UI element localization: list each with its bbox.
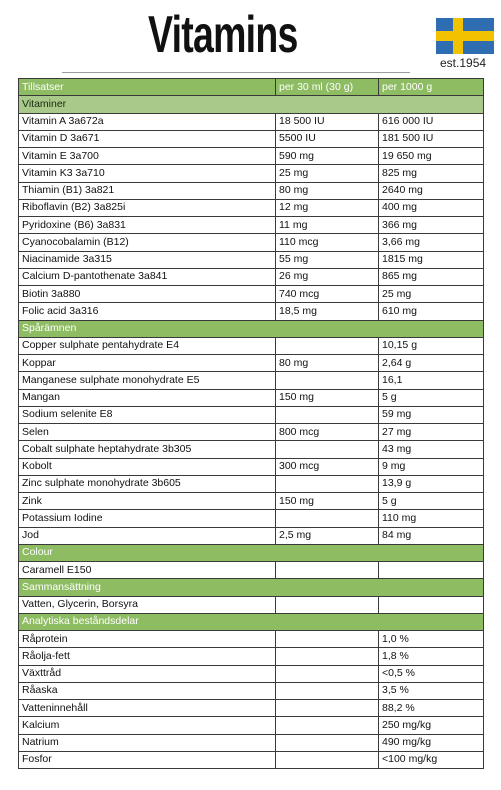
table-row: [19, 303, 484, 320]
cell-per-1000g: 5 g: [379, 493, 484, 510]
cell-ingredient: Vitamin D 3a671: [19, 130, 276, 147]
table-row: [19, 217, 484, 234]
cell-per-30ml: [276, 510, 379, 527]
cell-per-30ml: 150 mg: [276, 389, 379, 406]
cell-ingredient: Mangan: [19, 389, 276, 406]
section-header-row: [19, 320, 484, 337]
additives-table: [18, 78, 484, 769]
table-row: [19, 286, 484, 303]
cell-ingredient: Copper sulphate pentahydrate E4: [19, 337, 276, 354]
cell-per-1000g: 27 mg: [379, 424, 484, 441]
cell-per-1000g: 25 mg: [379, 286, 484, 303]
cell-per-1000g: 19 650 mg: [379, 148, 484, 165]
cell-ingredient: Thiamin (B1) 3a821: [19, 182, 276, 199]
cell-per-30ml: 740 mcg: [276, 286, 379, 303]
cell-per-1000g: 250 mg/kg: [379, 717, 484, 734]
column-header-additive: Tillsatser: [19, 79, 276, 96]
cell-ingredient: Råolja-fett: [19, 648, 276, 665]
cell-ingredient: Sodium selenite E8: [19, 406, 276, 423]
cell-per-30ml: 55 mg: [276, 251, 379, 268]
cell-per-30ml: [276, 734, 379, 751]
cell-ingredient: Niacinamide 3a315: [19, 251, 276, 268]
table-row: [19, 700, 484, 717]
cell-ingredient: Cobalt sulphate heptahydrate 3b305: [19, 441, 276, 458]
table-row: [19, 665, 484, 682]
table-row: [19, 337, 484, 354]
cell-per-30ml: 12 mg: [276, 199, 379, 216]
cell-per-30ml: [276, 372, 379, 389]
section-title: Vitaminer: [19, 96, 484, 113]
table-row: [19, 251, 484, 268]
table-row: [19, 372, 484, 389]
cell-ingredient: Cyanocobalamin (B12): [19, 234, 276, 251]
cell-per-30ml: 2,5 mg: [276, 527, 379, 544]
table-row: [19, 113, 484, 130]
cell-ingredient: Koppar: [19, 355, 276, 372]
cell-per-30ml: 590 mg: [276, 148, 379, 165]
cell-per-1000g: 616 000 IU: [379, 113, 484, 130]
cell-per-30ml: [276, 596, 379, 613]
cell-ingredient: Vitamin A 3a672a: [19, 113, 276, 130]
cell-per-1000g: <100 mg/kg: [379, 751, 484, 768]
section-header-row: [19, 96, 484, 113]
table-row: [19, 562, 484, 579]
cell-ingredient: Kalcium: [19, 717, 276, 734]
cell-ingredient: Vitamin K3 3a710: [19, 165, 276, 182]
cell-per-30ml: [276, 665, 379, 682]
established-label: est.1954: [440, 56, 487, 70]
cell-per-30ml: [276, 648, 379, 665]
cell-per-1000g: [379, 562, 484, 579]
table-row: [19, 682, 484, 699]
table-header-row: [19, 79, 484, 96]
table-row: [19, 406, 484, 423]
cell-per-30ml: 11 mg: [276, 217, 379, 234]
cell-ingredient: Vatten, Glycerin, Borsyra: [19, 596, 276, 613]
section-header-row: [19, 544, 484, 561]
table-row: [19, 199, 484, 216]
table-row: [19, 165, 484, 182]
cell-ingredient: Selen: [19, 424, 276, 441]
cell-per-30ml: 5500 IU: [276, 130, 379, 147]
cell-ingredient: Råaska: [19, 682, 276, 699]
table-row: [19, 527, 484, 544]
cell-ingredient: Natrium: [19, 734, 276, 751]
cell-per-1000g: [379, 596, 484, 613]
cell-per-1000g: <0,5 %: [379, 665, 484, 682]
section-title: Sammansättning: [19, 579, 484, 596]
cell-per-30ml: 80 mg: [276, 355, 379, 372]
table-row: [19, 493, 484, 510]
cell-ingredient: Växttråd: [19, 665, 276, 682]
cell-ingredient: Calcium D-pantothenate 3a841: [19, 268, 276, 285]
table-row: [19, 596, 484, 613]
cell-ingredient: Biotin 3a880: [19, 286, 276, 303]
table-row: [19, 458, 484, 475]
cell-per-30ml: 18 500 IU: [276, 113, 379, 130]
table-row: [19, 355, 484, 372]
cell-per-1000g: 400 mg: [379, 199, 484, 216]
column-header-per-1000g: per 1000 g: [379, 79, 484, 96]
cell-per-30ml: [276, 717, 379, 734]
table-row: [19, 510, 484, 527]
cell-per-1000g: 9 mg: [379, 458, 484, 475]
table-row: [19, 268, 484, 285]
table-row: [19, 717, 484, 734]
cell-per-1000g: 1,8 %: [379, 648, 484, 665]
cell-per-1000g: 110 mg: [379, 510, 484, 527]
table-row: [19, 130, 484, 147]
cell-per-1000g: 366 mg: [379, 217, 484, 234]
cell-per-1000g: 88,2 %: [379, 700, 484, 717]
cell-per-1000g: 43 mg: [379, 441, 484, 458]
cell-ingredient: Vitamin E 3a700: [19, 148, 276, 165]
cell-per-30ml: 18,5 mg: [276, 303, 379, 320]
cell-ingredient: Caramell E150: [19, 562, 276, 579]
cell-per-30ml: 80 mg: [276, 182, 379, 199]
section-title: Spårämnen: [19, 320, 484, 337]
cell-per-1000g: 865 mg: [379, 268, 484, 285]
cell-per-30ml: [276, 475, 379, 492]
table-row: [19, 751, 484, 768]
cell-ingredient: Potassium Iodine: [19, 510, 276, 527]
cell-ingredient: Kobolt: [19, 458, 276, 475]
cell-ingredient: Jod: [19, 527, 276, 544]
table-row: [19, 734, 484, 751]
cell-per-30ml: 26 mg: [276, 268, 379, 285]
table-row: [19, 182, 484, 199]
page-title: Vitamins: [148, 6, 298, 64]
cell-per-30ml: [276, 631, 379, 648]
section-title: Colour: [19, 544, 484, 561]
cell-per-30ml: [276, 406, 379, 423]
cell-per-1000g: 1815 mg: [379, 251, 484, 268]
cell-per-1000g: 5 g: [379, 389, 484, 406]
section-header-row: [19, 613, 484, 630]
cell-per-1000g: 59 mg: [379, 406, 484, 423]
cell-per-1000g: 825 mg: [379, 165, 484, 182]
cell-per-30ml: 25 mg: [276, 165, 379, 182]
cell-per-30ml: 150 mg: [276, 493, 379, 510]
cell-per-1000g: 3,66 mg: [379, 234, 484, 251]
cell-ingredient: Råprotein: [19, 631, 276, 648]
section-title: Analytiska beståndsdelar: [19, 613, 484, 630]
cell-per-1000g: 181 500 IU: [379, 130, 484, 147]
cell-ingredient: Riboflavin (B2) 3a825i: [19, 199, 276, 216]
cell-per-1000g: 13,9 g: [379, 475, 484, 492]
cell-per-30ml: [276, 682, 379, 699]
cell-ingredient: Vatteninnehåll: [19, 700, 276, 717]
title-divider: [62, 72, 410, 73]
table-row: [19, 648, 484, 665]
cell-ingredient: Fosfor: [19, 751, 276, 768]
table-row: [19, 148, 484, 165]
cell-per-1000g: 16,1: [379, 372, 484, 389]
cell-per-1000g: 84 mg: [379, 527, 484, 544]
cell-per-30ml: [276, 337, 379, 354]
cell-ingredient: Manganese sulphate monohydrate E5: [19, 372, 276, 389]
cell-per-1000g: 1,0 %: [379, 631, 484, 648]
cell-per-1000g: 490 mg/kg: [379, 734, 484, 751]
table-row: [19, 441, 484, 458]
cell-per-30ml: 800 mcg: [276, 424, 379, 441]
section-header-row: [19, 579, 484, 596]
table-row: [19, 424, 484, 441]
cell-per-30ml: [276, 700, 379, 717]
table-row: [19, 631, 484, 648]
cell-per-30ml: [276, 441, 379, 458]
sweden-flag-icon: [436, 18, 494, 54]
cell-per-1000g: 3,5 %: [379, 682, 484, 699]
cell-ingredient: Zink: [19, 493, 276, 510]
cell-ingredient: Folic acid 3a316: [19, 303, 276, 320]
cell-per-1000g: 610 mg: [379, 303, 484, 320]
table-row: [19, 389, 484, 406]
cell-per-30ml: 300 mcg: [276, 458, 379, 475]
cell-per-30ml: [276, 562, 379, 579]
cell-per-30ml: 110 mcg: [276, 234, 379, 251]
cell-per-30ml: [276, 751, 379, 768]
cell-per-1000g: 2640 mg: [379, 182, 484, 199]
cell-per-1000g: 10,15 g: [379, 337, 484, 354]
column-header-per-30ml: per 30 ml (30 g): [276, 79, 379, 96]
table-row: [19, 475, 484, 492]
cell-ingredient: Pyridoxine (B6) 3a831: [19, 217, 276, 234]
table-row: [19, 234, 484, 251]
cell-per-1000g: 2,64 g: [379, 355, 484, 372]
cell-ingredient: Zinc sulphate monohydrate 3b605: [19, 475, 276, 492]
